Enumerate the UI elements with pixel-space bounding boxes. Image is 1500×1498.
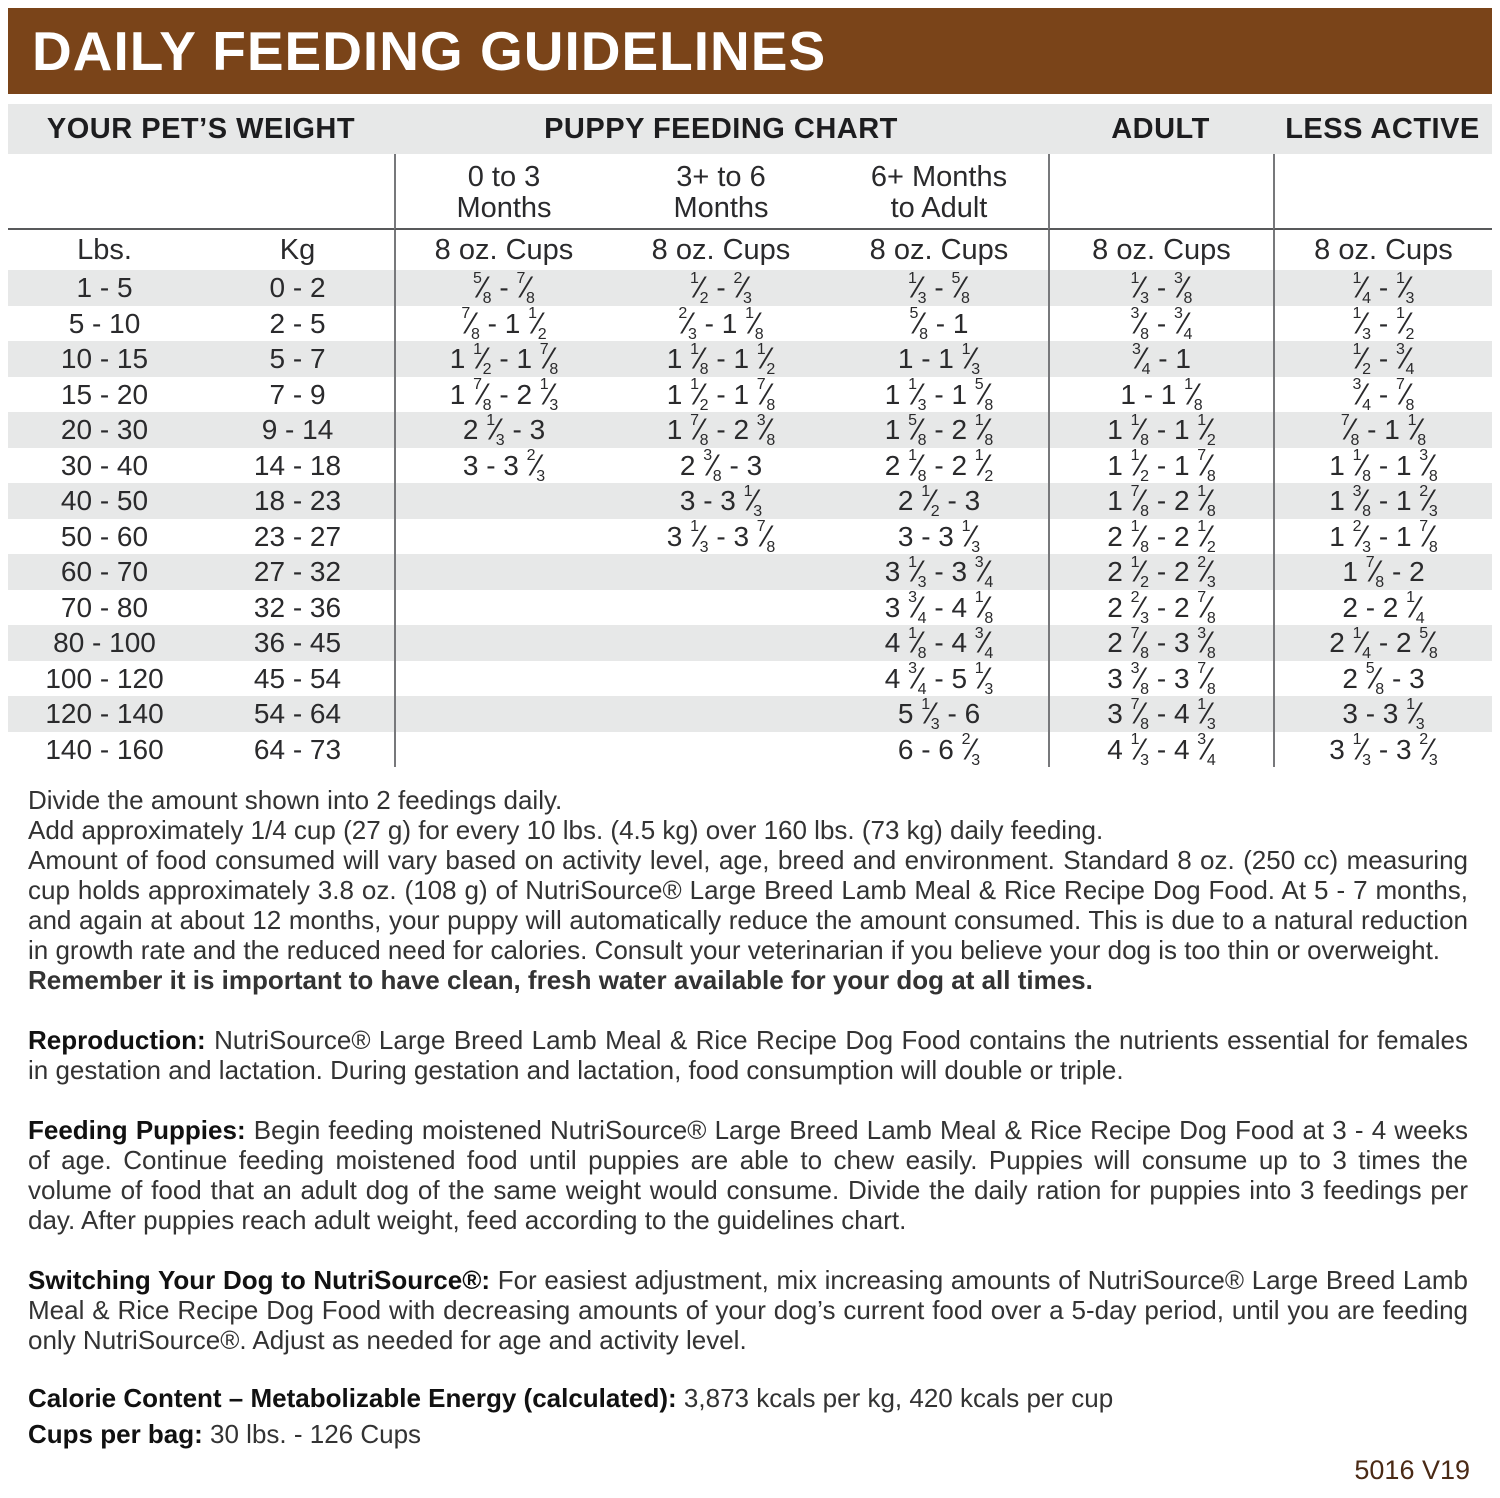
section-text: For easiest adjustment, mix increasing amounts of NutriSource® Large Breed Lamb Meal & Rice Recipe Dog Food with decreasing amounts of your dog’s current food over a 5-day period, until you are feeding only NutriSource®. Adjust as needed for age and activity level. (28, 1265, 1468, 1355)
feeding-cell: 2 $^2⁄_3 - 2$ $^7⁄_8$ (1048, 590, 1273, 626)
age-header-3-6-months (612, 154, 830, 230)
section-label: Switching Your Dog to NutriSource®: (28, 1265, 491, 1295)
age-header-line: 0 to 3 (467, 161, 541, 193)
feeding-cell (394, 732, 612, 768)
feeding-cell: 3 $^3⁄_4 - 4$ $^1⁄_8$ (884, 589, 994, 627)
feeding-cell: 1 $^1⁄_2 - 1$ $^7⁄_8$ (666, 376, 776, 414)
feeding-cell: 4 $^1⁄_3 - 4$ $^3⁄_4$ (1048, 732, 1273, 768)
feeding-cell: 6 - 6 $^2⁄_3$ (897, 731, 981, 769)
feeding-cell: 1 $^7⁄_8 - 2$ $^1⁄_3$ (394, 377, 612, 413)
feeding-cell: 1 $^1⁄_3 - 1$ $^5⁄_8$ (884, 376, 994, 414)
section-label: Feeding Puppies: (28, 1115, 246, 1145)
feeding-cell: 1 $^3⁄_8 - 1$ $^2⁄_3$ (1273, 483, 1492, 519)
group-header-weight: YOUR PET’S WEIGHT (46, 112, 356, 145)
table-group-header-band (8, 104, 1492, 154)
feeding-cell (394, 519, 612, 555)
unit-header-cups: 8 oz. Cups (651, 234, 791, 266)
feeding-cell: 2 $^1⁄_2 - 3$ (830, 483, 1048, 519)
feeding-cell: 1 - 1 $^1⁄_3$ (830, 341, 1048, 377)
age-header-empty (201, 154, 394, 230)
feeding-cell: 0 - 2 (201, 270, 394, 306)
section-text: Begin feeding moistened NutriSource® Large Breed Lamb Meal & Rice Recipe Dog Food at 3 - 4 weeks of age. Continue feeding moistened food until puppies are able to chew easily. Puppies will consume up to 3 times the volume of food that an adult dog of the same weight would consume. Divide the daily ration for puppies into 3 feedings per day. After puppies reach adult weight, feed according to the guidelines chart. (28, 1115, 1468, 1235)
age-header-0-3-months (394, 154, 612, 230)
feeding-cell: 2 $^1⁄_2 - 2$ $^2⁄_3$ (1048, 554, 1273, 590)
age-header-empty (8, 154, 201, 230)
feeding-cell (612, 554, 830, 590)
feeding-cell (612, 590, 830, 626)
feeding-cell: 3 $^1⁄_3 - 3$ $^2⁄_3$ (1273, 732, 1492, 768)
age-header-line: 6+ Months (870, 161, 1008, 193)
feeding-cell: $^3⁄_8$ - $^3⁄_4$ (1048, 306, 1273, 342)
feeding-cell: 2 $^3⁄_8 - 3$ (679, 447, 763, 485)
feeding-cell: 3 $^1⁄_3 - 3$ $^7⁄_8$ (666, 518, 776, 556)
feeding-cell: $^5⁄_8 - 1$ (909, 305, 969, 343)
feeding-cell: $^3⁄_4 - 1$ (1048, 341, 1273, 377)
switching-section (28, 1265, 1468, 1355)
feeding-cell: $^5⁄_8$ - $^7⁄_8$ (394, 270, 612, 306)
unit-header-cups: 8 oz. Cups (1048, 230, 1273, 270)
cups-per-bag-line (28, 1419, 1468, 1449)
calorie-content-line (28, 1383, 1468, 1413)
feeding-cell: 2 $^7⁄_8 - 3$ $^3⁄_8$ (1048, 625, 1273, 661)
feeding-cell: 1 $^7⁄_8 - 2$ $^3⁄_8$ (612, 412, 830, 448)
unit-header-cups: 8 oz. Cups (1273, 230, 1492, 270)
feeding-cell: 15 - 20 (60, 378, 149, 410)
age-header-line: Months (673, 192, 769, 224)
cups-per-bag-value: 30 lbs. - 126 Cups (210, 1419, 422, 1449)
feeding-cell: 1 $^1⁄_8 - 1$ $^3⁄_8$ (1273, 448, 1492, 484)
feeding-cell: 100 - 120 (45, 662, 164, 694)
feeding-cell (394, 483, 612, 519)
feeding-cell: 3 $^3⁄_8 - 3$ $^7⁄_8$ (1048, 661, 1273, 697)
feeding-cell: 1 $^1⁄_2 - 1$ $^7⁄_8$ (394, 341, 612, 377)
feeding-cell: $^1⁄_4$ - $^1⁄_3$ (1273, 270, 1492, 306)
feeding-cell: 14 - 18 (253, 449, 342, 481)
feeding-cell: 3 $^7⁄_8 - 4$ $^1⁄_3$ (1048, 696, 1273, 732)
calorie-value: 3,873 kcals per kg, 420 kcals per cup (683, 1383, 1114, 1413)
feeding-cell: 5 $^1⁄_3 - 6$ (830, 696, 1048, 732)
feeding-cell (612, 661, 830, 697)
feeding-cell: 9 - 14 (201, 412, 394, 448)
feeding-cell: 18 - 23 (201, 483, 394, 519)
section-label: Reproduction: (28, 1025, 206, 1055)
section-text: NutriSource® Large Breed Lamb Meal & Rice Recipe Dog Food contains the nutrients essential for females in gestation and lactation. During gestation and lactation, food consumption will double or triple. (28, 1025, 1468, 1085)
age-header-6-adult (830, 154, 1048, 230)
feeding-cell: 32 - 36 (253, 591, 342, 623)
feeding-cell: $^2⁄_3 - 1$ $^1⁄_8$ (678, 305, 764, 343)
feeding-cell: 140 - 160 (45, 733, 164, 765)
feeding-cell: 2 $^1⁄_8 - 2$ $^1⁄_2$ (1048, 519, 1273, 555)
feeding-cell (394, 696, 612, 732)
feeding-cell: 36 - 45 (201, 625, 394, 661)
feeding-cell: 1 $^1⁄_2 - 1$ $^7⁄_8$ (1048, 448, 1273, 484)
feeding-cell: 1 - 5 (8, 270, 201, 306)
feeding-cell: 1 $^5⁄_8 - 2$ $^1⁄_8$ (830, 412, 1048, 448)
feeding-cell: 1 $^7⁄_8 - 2$ $^1⁄_8$ (1048, 483, 1273, 519)
feeding-cell: 2 - 2 $^1⁄_4$ (1273, 590, 1492, 626)
feeding-cell: 70 - 80 (60, 591, 149, 623)
cups-per-bag-label: Cups per bag: (28, 1419, 203, 1449)
feeding-cell: 1 $^1⁄_8 - 1$ $^1⁄_2$ (612, 341, 830, 377)
feeding-cell: 2 $^1⁄_3 - 3$ (394, 412, 612, 448)
feeding-cell: 3 - 3 $^1⁄_3$ (897, 518, 981, 556)
feeding-cell (394, 661, 612, 697)
unit-header-lbs: Lbs. (77, 234, 132, 266)
feeding-cell (394, 554, 612, 590)
feeding-cell: 40 - 50 (8, 483, 201, 519)
feeding-cell: 10 - 15 (8, 341, 201, 377)
feeding-cell: 3 - 3 $^2⁄_3$ (394, 448, 612, 484)
feeding-cell: 54 - 64 (201, 696, 394, 732)
feeding-cell: $^1⁄_2$ - $^2⁄_3$ (612, 270, 830, 306)
note-line: Divide the amount shown into 2 feedings daily. (28, 785, 563, 815)
feeding-cell: 2 $^1⁄_4 - 2$ $^5⁄_8$ (1273, 625, 1492, 661)
feeding-cell: 3 $^1⁄_3 - 3$ $^3⁄_4$ (830, 554, 1048, 590)
feeding-cell: $^1⁄_2$ - $^3⁄_4$ (1273, 341, 1492, 377)
feeding-cell: 30 - 40 (60, 449, 149, 481)
feeding-cell: 20 - 30 (8, 412, 201, 448)
feeding-cell: 3 - 3 $^1⁄_3$ (1273, 696, 1492, 732)
feeding-cell: $^1⁄_3$ - $^5⁄_8$ (830, 270, 1048, 306)
feeding-cell: 2 - 5 (269, 307, 326, 339)
group-header-adult: ADULT (1111, 112, 1210, 145)
feeding-cell: $^7⁄_8 - 1$ $^1⁄_8$ (1273, 412, 1492, 448)
feeding-cell (394, 590, 612, 626)
page-title: DAILY FEEDING GUIDELINES (32, 20, 827, 82)
feeding-cell: 7 - 9 (269, 378, 326, 410)
reproduction-section (28, 1025, 1468, 1085)
feeding-cell: 4 $^1⁄_8 - 4$ $^3⁄_4$ (830, 625, 1048, 661)
feeding-cell: 3 - 3 $^1⁄_3$ (612, 483, 830, 519)
feeding-cell (612, 696, 830, 732)
feeding-cell: 80 - 100 (8, 625, 201, 661)
feeding-puppies-section (28, 1115, 1468, 1235)
feeding-cell: 5 - 10 (68, 307, 141, 339)
feeding-cell: 45 - 54 (253, 662, 342, 694)
feeding-cell: 64 - 73 (253, 733, 342, 765)
feeding-cell (612, 732, 830, 768)
age-header-line: to Adult (890, 192, 988, 224)
feeding-cell: 120 - 140 (8, 696, 201, 732)
water-reminder-note: Remember it is important to have clean, fresh water available for your dog at all times. (28, 965, 1093, 995)
age-header-line: Months (456, 192, 552, 224)
feeding-cell (612, 625, 830, 661)
feeding-cell: $^3⁄_4$ - $^7⁄_8$ (1273, 377, 1492, 413)
unit-header-cups: 8 oz. Cups (869, 234, 1009, 266)
feeding-cell: $^1⁄_3$ - $^1⁄_2$ (1273, 306, 1492, 342)
feeding-cell: 4 $^3⁄_4 - 5$ $^1⁄_3$ (884, 660, 994, 698)
feeding-cell: 2 $^5⁄_8 - 3$ (1273, 661, 1492, 697)
feeding-cell (394, 625, 612, 661)
feeding-cell: 23 - 27 (253, 520, 342, 552)
feeding-cell: 50 - 60 (60, 520, 149, 552)
feeding-table (8, 154, 1492, 767)
age-header-empty (1048, 154, 1273, 230)
feeding-cell: 1 - 1 $^1⁄_8$ (1048, 377, 1273, 413)
feeding-cell: 2 $^1⁄_8 - 2$ $^1⁄_2$ (884, 447, 994, 485)
note-line: Add approximately 1/4 cup (27 g) for every 10 lbs. (4.5 kg) over 160 lbs. (73 kg) daily feeding. (28, 815, 1104, 845)
feeding-cell: 1 $^2⁄_3 - 1$ $^7⁄_8$ (1273, 519, 1492, 555)
group-header-less-active: LESS ACTIVE (1285, 112, 1480, 145)
notes-block (28, 785, 1468, 995)
feeding-cell: 1 $^1⁄_8 - 1$ $^1⁄_2$ (1048, 412, 1273, 448)
feeding-cell: $^7⁄_8 - 1$ $^1⁄_2$ (394, 306, 612, 342)
age-header-empty (1273, 154, 1492, 230)
unit-header-kg: Kg (279, 234, 316, 266)
note-paragraph: Amount of food consumed will vary based on activity level, age, breed and environment. Standard 8 oz. (250 cc) measuring cup holds approximately 3.8 oz. (108 g) of NutriSource® Large Breed Lamb Meal & Rice Recipe Dog Food. At 5 - 7 months, and again at about 12 months, your puppy will automatically reduce the amount consumed. This is due to a natural reduction in growth rate and the reduced need for calories. Consult your veterinarian if you believe your dog is too thin or overweight. (28, 845, 1468, 965)
feeding-cell: $^1⁄_3$ - $^3⁄_8$ (1048, 270, 1273, 306)
unit-header-cups: 8 oz. Cups (394, 230, 612, 270)
age-header-line: 3+ to 6 (676, 161, 766, 193)
feeding-cell: 5 - 7 (201, 341, 394, 377)
feeding-cell: 1 $^7⁄_8 - 2$ (1273, 554, 1492, 590)
title-bar (8, 8, 1492, 94)
calorie-label: Calorie Content – Metabolizable Energy (calculated): (28, 1383, 677, 1413)
feeding-cell: 60 - 70 (8, 554, 201, 590)
form-code: 5016 V19 (1354, 1455, 1470, 1485)
feeding-cell: 27 - 32 (201, 554, 394, 590)
group-header-puppy: PUPPY FEEDING CHART (544, 112, 898, 145)
